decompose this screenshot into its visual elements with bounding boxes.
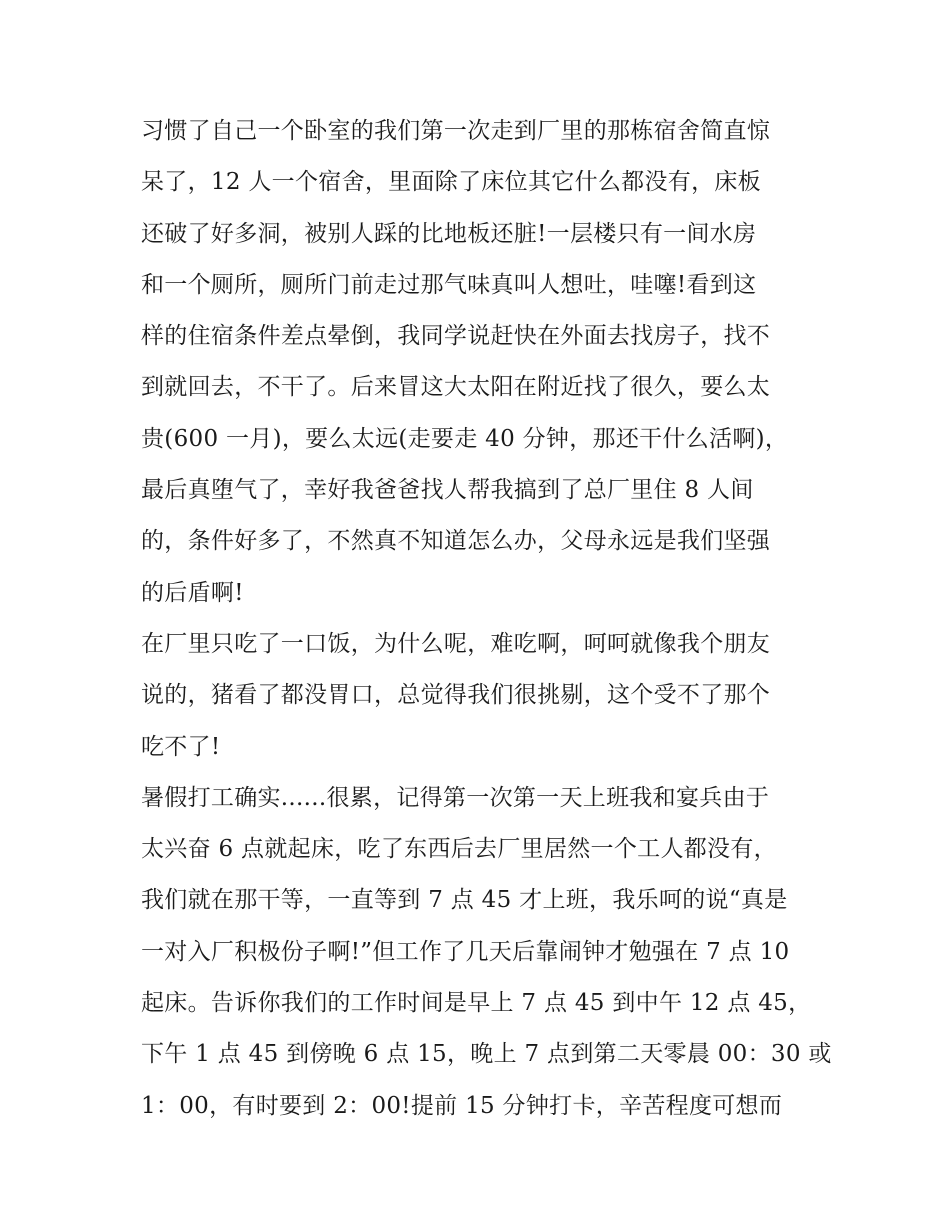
text-line: 最后真堕气了，幸好我爸爸找人帮我搞到了总厂里住 8 人间 [141,477,754,504]
text-line: 贵(600 一月)，要么太远(走要走 40 分钟，那还干什么活啊)， [141,425,789,452]
text-line: 到就回去，不干了。后来冒这大太阳在附近找了很久，要么太 [141,374,771,401]
text-line: 的后盾啊! [141,579,244,606]
text-line: 下午 1 点 45 到傍晚 6 点 15，晚上 7 点到第二天零晨 00：30 或 [141,1041,832,1068]
text-line: 吃不了! [141,733,221,760]
text-line: 我们就在那干等，一直等到 7 点 45 才上班，我乐呵的说“真是 [141,887,788,914]
text-line: 的，条件好多了，不然真不知道怎么办，父母永远是我们坚强 [141,528,771,555]
text-line: 在厂里只吃了一口饭，为什么呢，难吃啊，呵呵就像我个朋友 [141,630,771,657]
text-line: 暑假打工确实......很累，记得第一次第一天上班我和宴兵由于 [141,784,770,811]
text-line: 还破了好多洞，被别人踩的比地板还脏!一层楼只有一间水房 [141,220,757,247]
text-line: 太兴奋 6 点就起床，吃了东西后去厂里居然一个工人都没有， [141,836,777,863]
body-text [141,106,831,1132]
text-line: 说的，猪看了都没胃口，总觉得我们很挑剔，这个受不了那个 [141,682,771,709]
text-line: 1：00，有时要到 2：00!提前 15 分钟打卡，辛苦程度可想而 [141,1092,783,1119]
text-line: 样的住宿条件差点晕倒，我同学说赶快在外面去找房子，找不 [141,323,771,350]
text-line: 和一个厕所，厕所门前走过那气味真叫人想吐，哇噻!看到这 [141,271,757,298]
text-line: 习惯了自己一个卧室的我们第一次走到厂里的那栋宿舍简直惊 [141,118,771,144]
text-line: 一对入厂积极份子啊!”但工作了几天后靠闹钟才勉强在 7 点 10 [141,938,790,965]
text-line: 起床。告诉你我们的工作时间是早上 7 点 45 到中午 12 点 45， [141,990,812,1017]
text-line: 呆了，12 人一个宿舍，里面除了床位其它什么都没有，床板 [141,169,761,196]
